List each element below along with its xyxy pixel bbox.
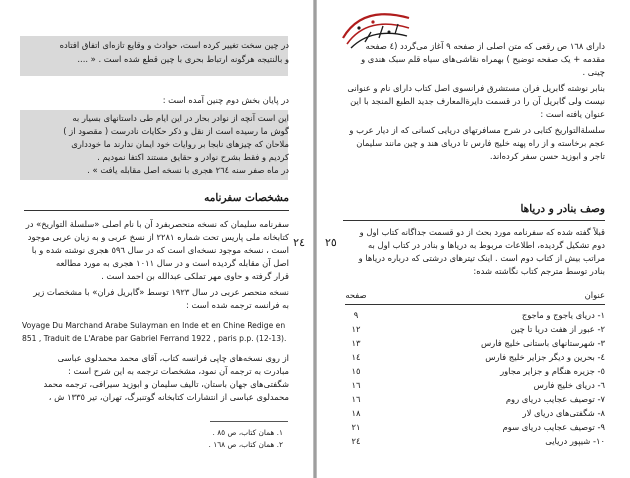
- toc-row-page: ٩: [353, 310, 359, 320]
- toc-row-title: ٢- عبور از هفت دریا تا چین: [510, 324, 605, 334]
- toc-row: [345, 422, 605, 435]
- toc-row-title: ٧- توصیف عجایب دریای روم: [505, 394, 605, 404]
- toc-row-page: ٢٤: [351, 436, 361, 446]
- toc-row-page: ١٨: [351, 408, 361, 418]
- toc-row-page: ١٦: [351, 380, 361, 390]
- footnote: ١. همان کتاب، ص ٨٥ .: [212, 428, 283, 437]
- body-line: تاجر و ابوزید حسن سفر کرده‌اند.: [489, 151, 605, 161]
- body-line: کتابخانه ملی پاریس تحت شماره ٢٢٨١ از نسخ عربی و به زبان عربی موجود: [27, 232, 289, 242]
- toc-row: [345, 408, 605, 421]
- body-line: نیست ولی گابریل آن را در قسمت دایرةالمعارف جدید الطبع المنجد با این: [350, 96, 605, 106]
- intro-text: در پایان بخش دوم چنین آمده است :: [162, 95, 289, 105]
- toc-row: [345, 310, 605, 323]
- toc-row: [345, 338, 605, 351]
- section-heading: مشخصات سفرنامه: [204, 192, 289, 204]
- body-line: قرار گرفته و حاوی مهر تملکی عبدالله بن احمد است .: [101, 271, 289, 281]
- footnote-rule: [210, 421, 288, 422]
- toc-row: [345, 352, 605, 365]
- toc-row-title: ١- دریای یاجوج و ماجوج: [521, 310, 605, 320]
- citation-line: 851 , Traduit de L'Arabe par Gabriel Ferrand 1922 , paris p.p. (12-13).: [22, 334, 287, 343]
- quote-line: کردیم و فقط بشرح نوادر و حقایق مستند اکتفا نمودیم .: [97, 152, 289, 162]
- body-line: محمدلوی عباسی از انتشارات کتابخانه گوتنبرگ، تهران، تیر ١٣٣٥ ش ،: [48, 392, 289, 402]
- toc-row: [345, 324, 605, 337]
- toc-table: [345, 286, 607, 466]
- section-heading: وصف بنادر و دریاها: [520, 203, 605, 215]
- toc-row-title: ١٠- شیپور دریایی: [545, 436, 605, 446]
- body-line: عجم برخاسته و از راه پهنه خلیج فارس تا دریای هند و چین مانند سلیمان: [356, 138, 605, 148]
- page-number: ٢٥: [325, 236, 337, 249]
- toc-header-title: عنوان: [584, 290, 605, 300]
- toc-row-title: ٨- شگفتی‌های دریای لار: [522, 408, 605, 418]
- toc-header-page: صفحه: [345, 290, 367, 300]
- body-line: از روی نسخه‌های چاپی فرانسه کتاب، آقای محمد محمدلوی عباسی: [57, 353, 289, 363]
- toc-row: [345, 380, 605, 393]
- toc-row-page: ١٢: [351, 324, 361, 334]
- toc-row: [345, 366, 605, 379]
- body-line: به فرانسه ترجمه شده است :: [185, 300, 289, 310]
- toc-header-rule: [345, 304, 605, 305]
- body-line: عنوان یافته است :: [540, 109, 605, 119]
- body-line: مراتب بیش از کتاب دوم است . اینک تیترهای درشتی که درباره دریاها و: [358, 253, 605, 263]
- body-line: سفرنامه سلیمان که نسخه منحصربفرد آن با نام اصلی «سلسلة التواریخ» در: [25, 219, 289, 229]
- quote-line: و بالنتیجه هرگونه ارتباط بحری با چین قطع شده است . « ....: [77, 54, 289, 64]
- body-line: سلسلة‌التواریخ کتابی در شرح مسافرتهای دریایی کسانی که از دیار عرب و: [349, 125, 605, 135]
- left-page: [0, 0, 314, 478]
- heading-rule: [24, 210, 289, 211]
- heading-rule: [343, 220, 605, 221]
- toc-header: [345, 290, 605, 303]
- toc-row-page: ١٣: [351, 338, 361, 348]
- body-line: بنابر نوشته گابریل فران مستشرق فرانسوی اصل کتاب دارای نام و عنوانی: [347, 83, 605, 93]
- body-line: اصل آن مقابله گردیده است و در سال ١٠١١ هجری به مورد مطالعه: [56, 258, 289, 268]
- body-line: قبلاً گفته شده که سفرنامه مورد بحث از دو قسمت جداگانه کتاب اول و: [359, 227, 605, 237]
- body-line: مبادرت به ترجمه آن نمود، مشخصات ترجمه به این شرح است :: [67, 366, 289, 376]
- toc-row-title: ٤- بحرین و دیگر جزایر خلیج فارس: [485, 352, 605, 362]
- toc-row: [345, 436, 605, 449]
- toc-row-title: ٥- جزیره هنگام و جزایر مجاور: [500, 366, 605, 376]
- quote-line: گوش ما رسیده است از نقل و ذکر حکایات نادرست ( مقصود از ): [63, 126, 289, 136]
- body-line: چینی .: [582, 67, 605, 77]
- quote-line: در ماه صفر سنه ٢٦٤ هجری با نسخه اصل مقابله یافت » .: [87, 165, 289, 175]
- body-line: بنادر توسط مترجم کتاب نگاشته شده:: [473, 266, 605, 276]
- body-line: است ، نسخه موجود نسخه‌ای است که در سال ٥٩٦ هجری نوشته شده و با: [31, 245, 289, 255]
- right-page: [316, 0, 630, 478]
- quote-line: این است آنچه از نوادر بحار در این ایام طی داستانهای بسیار به: [72, 113, 289, 123]
- body-line: دارای ١٦٨ ص رقعی که متن اصلی از صفحه ٩ آغاز می‌گردد (٤ صفحه: [365, 41, 605, 51]
- citation-line: Voyage Du Marchand Arabe Sulayman en Inde et en Chine Redige en: [22, 321, 286, 330]
- page-number: ٢٤: [293, 236, 305, 249]
- quote-line: ملاحان که چیزهای نابجا بر روایات خود ایمان ندارند ما خودداری: [71, 139, 289, 149]
- toc-row-page: ١٦: [351, 394, 361, 404]
- quote-line: در چین سخت تغییر کرده است، حوادث و وقایع تازه‌ای اتفاق افتاده: [59, 40, 289, 50]
- toc-row: [345, 394, 605, 407]
- toc-row-page: ٢١: [351, 422, 361, 432]
- toc-row-title: ٦- دریای خلیج فارس: [533, 380, 605, 390]
- body-line: مقدمه + یک صفحه توضیح ) بهمراه نقاشی‌های سیاه قلم سبک هندی و: [361, 54, 605, 64]
- toc-row-page: ١٤: [351, 352, 361, 362]
- body-line: شگفتی‌های جهان باستان، تالیف سلیمان و ابوزید سیرافی، ترجمه محمد: [43, 379, 289, 389]
- body-line: نسخه منحصر عربی در سال ١٩٢٣ توسط «گابریل فران» با مشخصات زیر: [33, 287, 289, 297]
- body-line: دوم تشکیل گردیده، اطلاعات مربوط به دریاها و بنادر در کتاب اول به: [368, 240, 605, 250]
- toc-row-title: ٩- توصیف عجایب دریای سوم: [502, 422, 605, 432]
- toc-row-title: ٣- شهرستانهای باستانی خلیج فارس: [480, 338, 605, 348]
- toc-row-page: ١٥: [351, 366, 361, 376]
- footnote: ٢. همان کتاب، ص ١٦٨ .: [208, 440, 283, 449]
